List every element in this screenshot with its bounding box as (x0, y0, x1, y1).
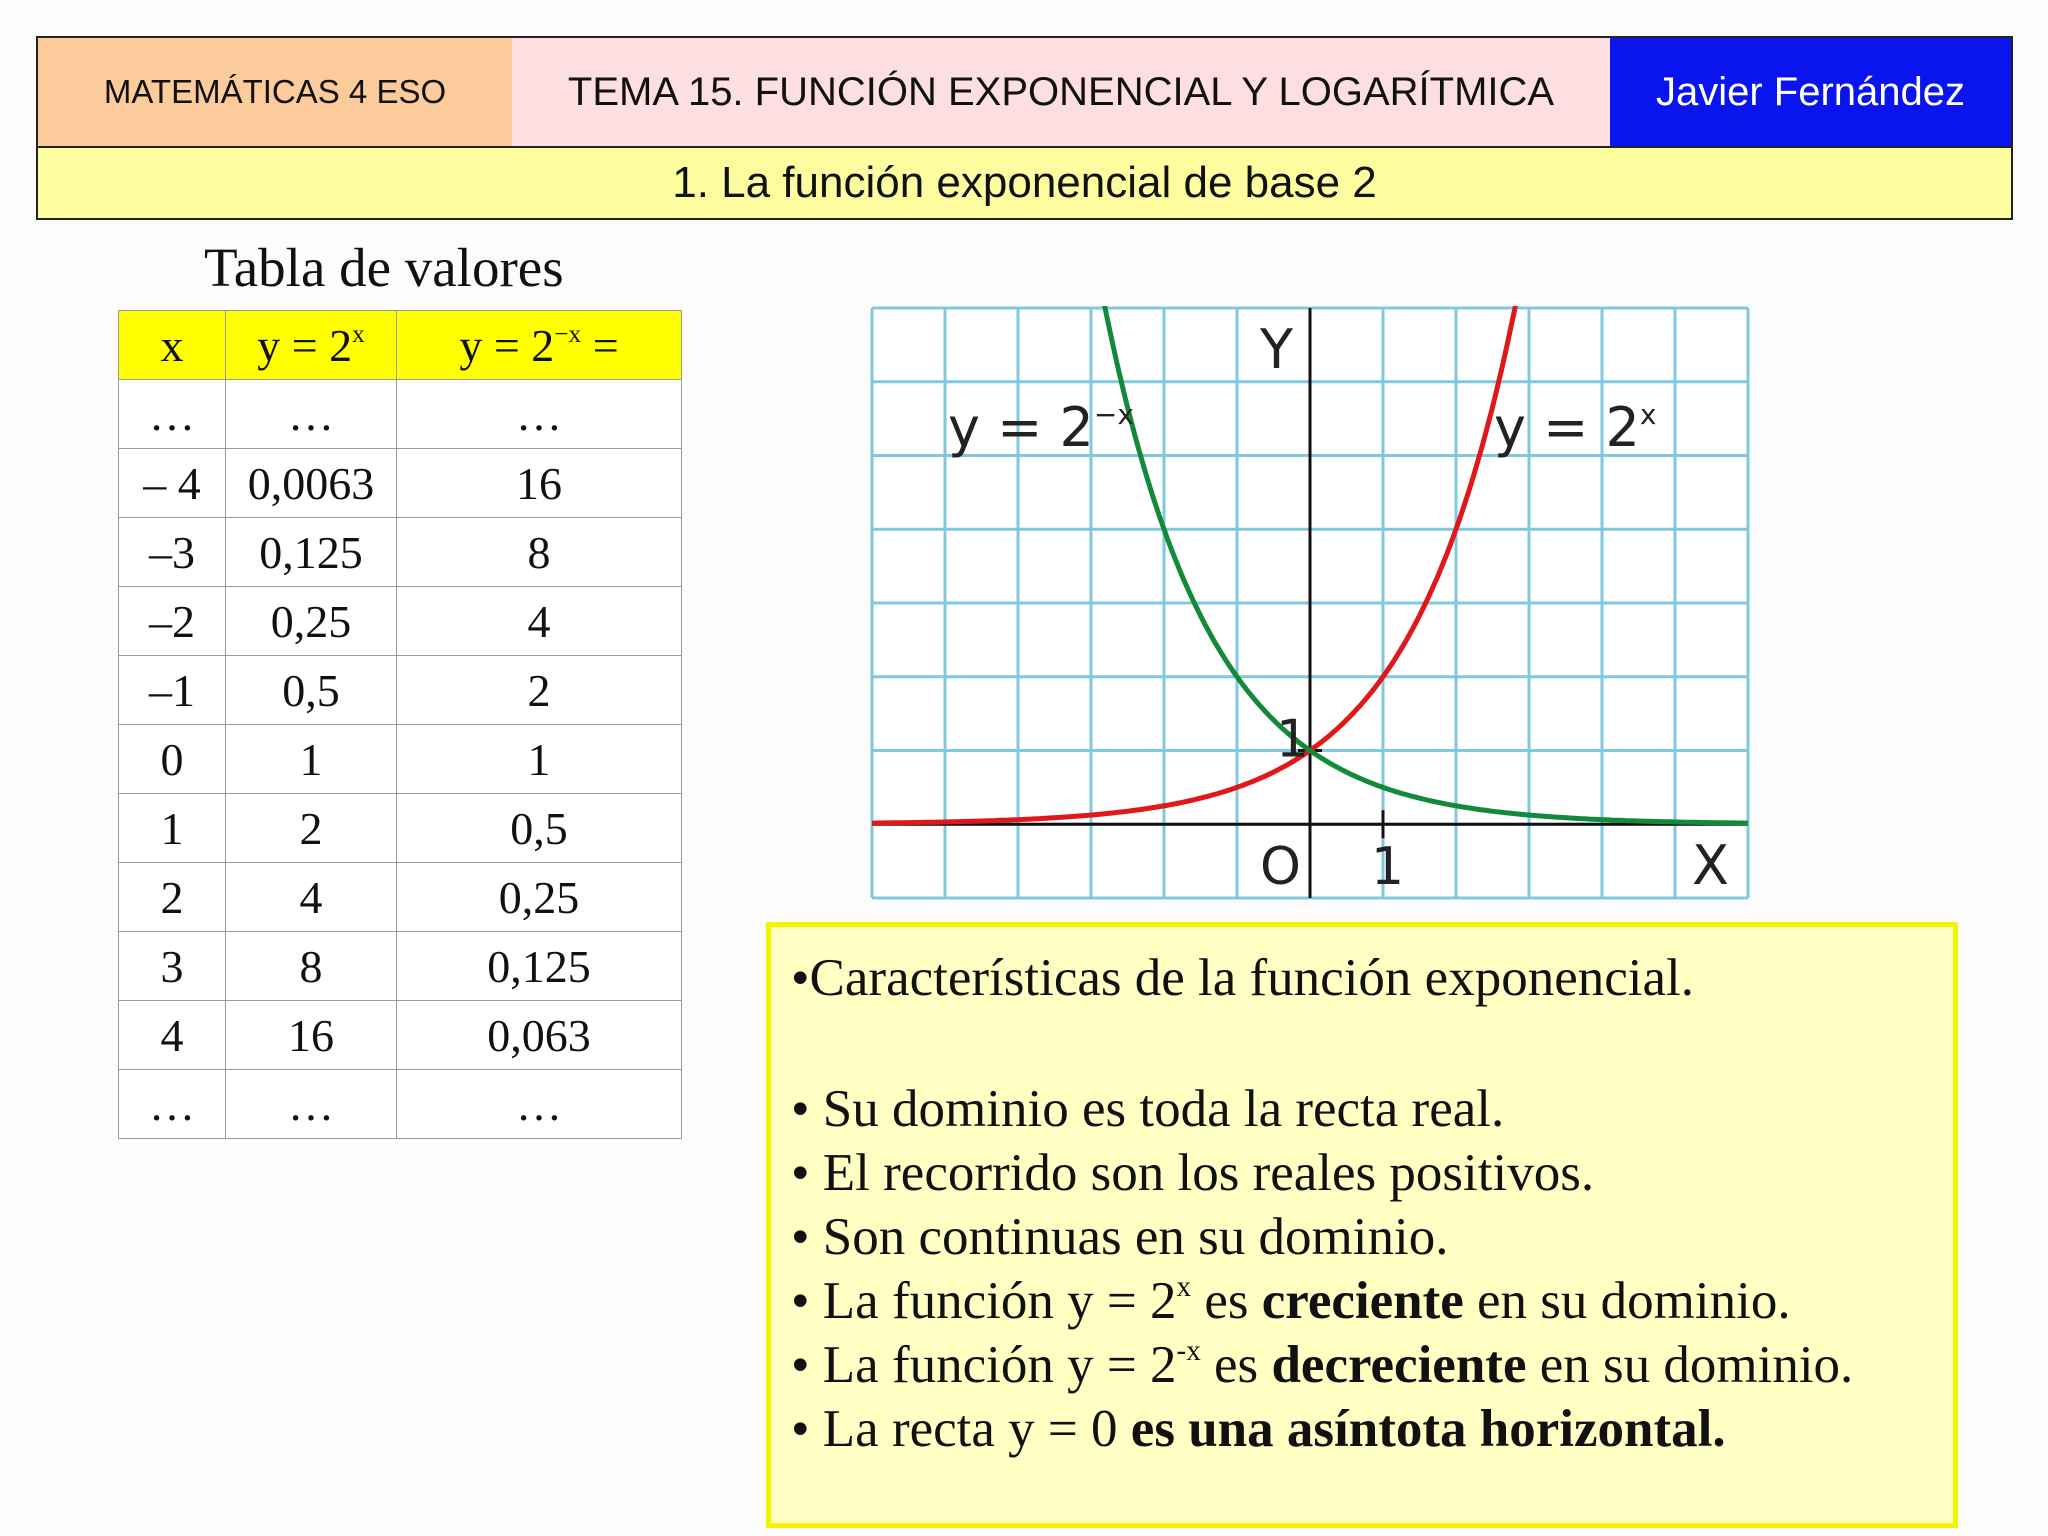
table-cell: 1 (119, 794, 226, 863)
origin-label: O (1260, 837, 1301, 897)
table-row (119, 932, 682, 1001)
series-label-2x: $y = 2^x$ (1494, 396, 1657, 459)
values-table (118, 310, 682, 1139)
table-cell: 4 (397, 587, 682, 656)
table-cell: –1 (119, 656, 226, 725)
header-y-2x: $y = 2^x$ (226, 311, 397, 380)
table-row (119, 449, 682, 518)
table-cell: 1 (226, 725, 397, 794)
table-cell: 8 (226, 932, 397, 1001)
exponential-graph (870, 306, 1750, 900)
table-header-row (119, 311, 682, 380)
feature-asymptote: • La recta y = 0 es una asíntota horizontal. (791, 1400, 1726, 1458)
y-axis-label: Y (1260, 318, 1293, 381)
table-cell: 4 (226, 863, 397, 932)
author-label (1610, 36, 2013, 148)
table-row (119, 587, 682, 656)
features-heading: •Características de la función exponencial. (791, 949, 1694, 1007)
table-cell: –3 (119, 518, 226, 587)
feature-domain: • Su dominio es toda la recta real. (791, 1080, 1505, 1138)
series-label-2-minus-x: $y = 2^{-x}$ (948, 396, 1134, 459)
feature-increasing: • La función $y = 2^x$ es creciente en su dominio. (791, 1271, 1791, 1330)
x-axis-label: X (1692, 834, 1729, 897)
table-cell: … (397, 380, 682, 449)
features-box (766, 922, 1958, 1528)
table-cell: 2 (226, 794, 397, 863)
table-cell: –2 (119, 587, 226, 656)
header-y-2-minus-x: $y = 2^{-x}$ = (397, 311, 682, 380)
table-cell: 0,25 (397, 863, 682, 932)
table-cell: 16 (226, 1001, 397, 1070)
subject-text: MATEMÁTICAS 4 ESO (103, 73, 447, 110)
table-row (119, 518, 682, 587)
table-cell: … (119, 380, 226, 449)
section-title (36, 146, 2013, 220)
x-tick-label: 1 (1371, 837, 1405, 897)
feature-range: • El recorrido son los reales positivos. (791, 1144, 1595, 1202)
table-row (119, 863, 682, 932)
table-cell: 0,063 (397, 1001, 682, 1070)
table-cell: 2 (397, 656, 682, 725)
table-cell: 4 (119, 1001, 226, 1070)
table-cell: 0,5 (226, 656, 397, 725)
author-text: Javier Fernández (1655, 69, 1966, 114)
table-cell: … (226, 1070, 397, 1139)
header-x: x (119, 311, 226, 380)
topic-text: TEMA 15. FUNCIÓN EXPONENCIAL Y LOGARÍTMICA (567, 69, 1555, 114)
feature-decreasing: • La función $y = 2^{-x}$ es decreciente en su dominio. (791, 1335, 1854, 1394)
table-cell: 0,0063 (226, 449, 397, 518)
table-row (119, 380, 682, 449)
table-row (119, 1001, 682, 1070)
table-row (119, 794, 682, 863)
table-cell: 0,5 (397, 794, 682, 863)
table-cell: 0 (119, 725, 226, 794)
table-title: Tabla de valores (204, 237, 564, 298)
topic-title (512, 36, 1612, 148)
table-cell: 0,25 (226, 587, 397, 656)
subject-label (36, 36, 514, 148)
y-tick-label: 1 (1276, 709, 1310, 770)
table-cell: 16 (397, 449, 682, 518)
table-row (119, 656, 682, 725)
table-cell: 0,125 (397, 932, 682, 1001)
table-cell: 2 (119, 863, 226, 932)
table-cell: … (226, 380, 397, 449)
table-row (119, 1070, 682, 1139)
table-cell: 0,125 (226, 518, 397, 587)
table-cell: 3 (119, 932, 226, 1001)
table-row (119, 725, 682, 794)
feature-continuity: • Son continuas en su dominio. (791, 1208, 1449, 1266)
table-cell: 8 (397, 518, 682, 587)
table-cell: … (397, 1070, 682, 1139)
table-cell: … (119, 1070, 226, 1139)
table-cell: – 4 (119, 449, 226, 518)
section-text: 1. La función exponencial de base 2 (672, 158, 1377, 207)
table-cell: 1 (397, 725, 682, 794)
